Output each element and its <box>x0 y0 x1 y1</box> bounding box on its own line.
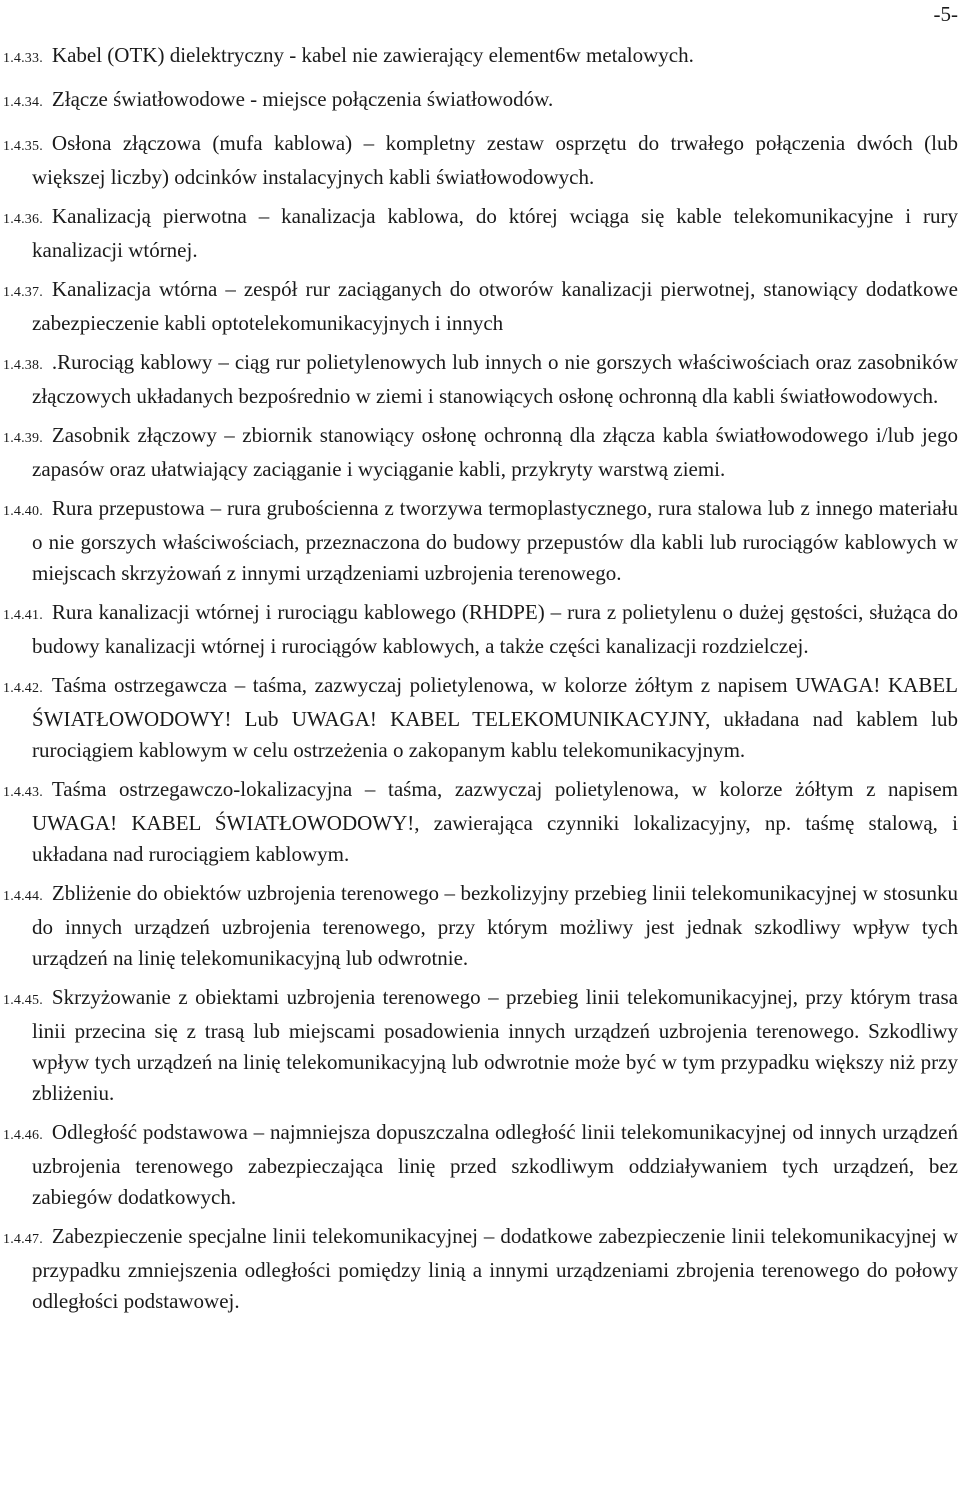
definition-entry <box>3 347 958 412</box>
definition-text: Kanalizacją pierwotna – kanalizacja kablowa, do której wciąga się kable telekomunikacyjne i rury kanalizacji wtórnej. <box>32 204 958 262</box>
definition-number: 1.4.39. <box>3 431 43 446</box>
definition-entry <box>3 878 958 974</box>
definition-number: 1.4.43. <box>3 785 43 800</box>
definition-number: 1.4.33. <box>3 51 43 66</box>
definition-entry <box>3 274 958 339</box>
definition-text: Rura kanalizacji wtórnej i rurociągu kablowego (RHDPE) – rura z polietylenu o dużej gęstości, służąca do budowy kanalizacji wtórnej i rurociągów kablowych, a także części kanalizacji rozdzielczej. <box>32 600 958 658</box>
definition-text: Zbliżenie do obiektów uzbrojenia terenowego – bezkolizyjny przebieg linii telekomunikacyjnej w stosunku do innych urządzeń uzbrojenia terenowego, przy którym możliwy jest jednak szkodliwy wpływ tych urządzeń na linię telekomunikacyjną lub odwrotnie. <box>32 881 958 970</box>
definitions-list <box>3 40 958 1325</box>
definition-entry <box>3 774 958 870</box>
definition-text: Skrzyżowanie z obiektami uzbrojenia terenowego – przebieg linii telekomunikacyjnej, przy którym trasa linii przecina się z trasą lub miejscami posadowienia innych urządzeń uzbrojenia terenowego. Szkodliwy wpływ tych urządzeń na linię telekomunikacyjną lub odwrotnie może być w tym przypadku większy niż przy zbliżeniu. <box>32 985 958 1105</box>
definition-entry <box>3 1117 958 1213</box>
definition-text: .Rurociąg kablowy – ciąg rur polietylenowych lub innych o nie gorszych właściwościach oraz zasobników złączowych układanych bezpośrednio w ziemi i stanowiących osłonę ochronną dla kabli światłowodowych. <box>32 350 958 408</box>
definition-number: 1.4.47. <box>3 1232 43 1247</box>
definition-number: 1.4.41. <box>3 608 43 623</box>
definition-text: Osłona złączowa (mufa kablowa) – kompletny zestaw osprzętu do trwałego połączenia dwóch (lub większej liczby) odcinków instalacyjnych kabli światłowodowych. <box>32 131 958 189</box>
definition-number: 1.4.42. <box>3 681 43 696</box>
definition-number: 1.4.37. <box>3 285 43 300</box>
definition-text: Kabel (OTK) dielektryczny - kabel nie zawierający element6w metalowych. <box>51 43 694 67</box>
definition-text: Taśma ostrzegawczo-lokalizacyjna – taśma, zazwyczaj polietylenowa, w kolorze żółtym z napisem UWAGA! KABEL ŚWIATŁOWODOWY!, zawierająca czynniki lokalizacyjny, np. taśmę stalową, i układana nad rurociągiem kablowym. <box>32 777 958 866</box>
page-number: -5- <box>933 2 958 26</box>
definition-entry <box>3 420 958 485</box>
definition-number: 1.4.35. <box>3 139 43 154</box>
definition-entry <box>3 84 958 118</box>
definition-number: 1.4.40. <box>3 504 43 519</box>
definition-text: Taśma ostrzegawcza – taśma, zazwyczaj polietylenowa, w kolorze żółtym z napisem UWAGA! KABEL ŚWIATŁOWODOWY! Lub UWAGA! KABEL TELEKOMUNIKACYJNY, układana nad kablem lub rurociągiem kablowym w celu ostrzeżenia o zakopanym kablu telekomunikacyjnym. <box>32 673 958 762</box>
definition-text: Rura przepustowa – rura grubościenna z tworzywa termoplastycznego, rura stalowa lub z innego materiału o nie gorszych właściwościach, przeznaczona do budowy przepustów dla kabli lub rurociągów kablowych w miejscach skrzyżowań z innymi urządzeniami uzbrojenia terenowego. <box>32 496 958 585</box>
definition-number: 1.4.45. <box>3 993 43 1008</box>
definition-text: Zabezpieczenie specjalne linii telekomunikacyjnej – dodatkowe zabezpieczenie linii telekomunikacyjnej w przypadku zmniejszenia odległości pomiędzy linią a innymi urządzeniami zbrojenia terenowego do połowy odległości podstawowej. <box>32 1224 958 1313</box>
definition-number: 1.4.44. <box>3 889 43 904</box>
definition-number: 1.4.34. <box>3 95 43 110</box>
definition-number: 1.4.46. <box>3 1128 43 1143</box>
definition-text: Zasobnik złączowy – zbiornik stanowiący osłonę ochronną dla złącza kabla światłowodowego i/lub jego zapasów oraz ułatwiający zaciąganie i wyciąganie kabli, przykryty warstwą ziemi. <box>32 423 958 481</box>
definition-entry <box>3 1221 958 1317</box>
definition-number: 1.4.38. <box>3 358 43 373</box>
definition-text: Złącze światłowodowe - miejsce połączenia światłowodów. <box>51 87 554 111</box>
definition-text: Odległość podstawowa – najmniejsza dopuszczalna odległość linii telekomunikacyjnej od innych urządzeń uzbrojenia terenowego zabezpieczająca linię przed szkodliwym oddziaływaniem tych urządzeń, bez zabiegów dodatkowych. <box>32 1120 958 1209</box>
definition-entry <box>3 597 958 662</box>
definition-entry <box>3 128 958 193</box>
definition-entry <box>3 982 958 1109</box>
definition-entry <box>3 201 958 266</box>
definition-entry <box>3 493 958 589</box>
definition-number: 1.4.36. <box>3 212 43 227</box>
definition-entry <box>3 670 958 766</box>
definition-text: Kanalizacja wtórna – zespół rur zaciąganych do otworów kanalizacji pierwotnej, stanowiący dodatkowe zabezpieczenie kabli optotelekomunikacyjnych i innych <box>32 277 958 335</box>
definition-entry <box>3 40 958 74</box>
